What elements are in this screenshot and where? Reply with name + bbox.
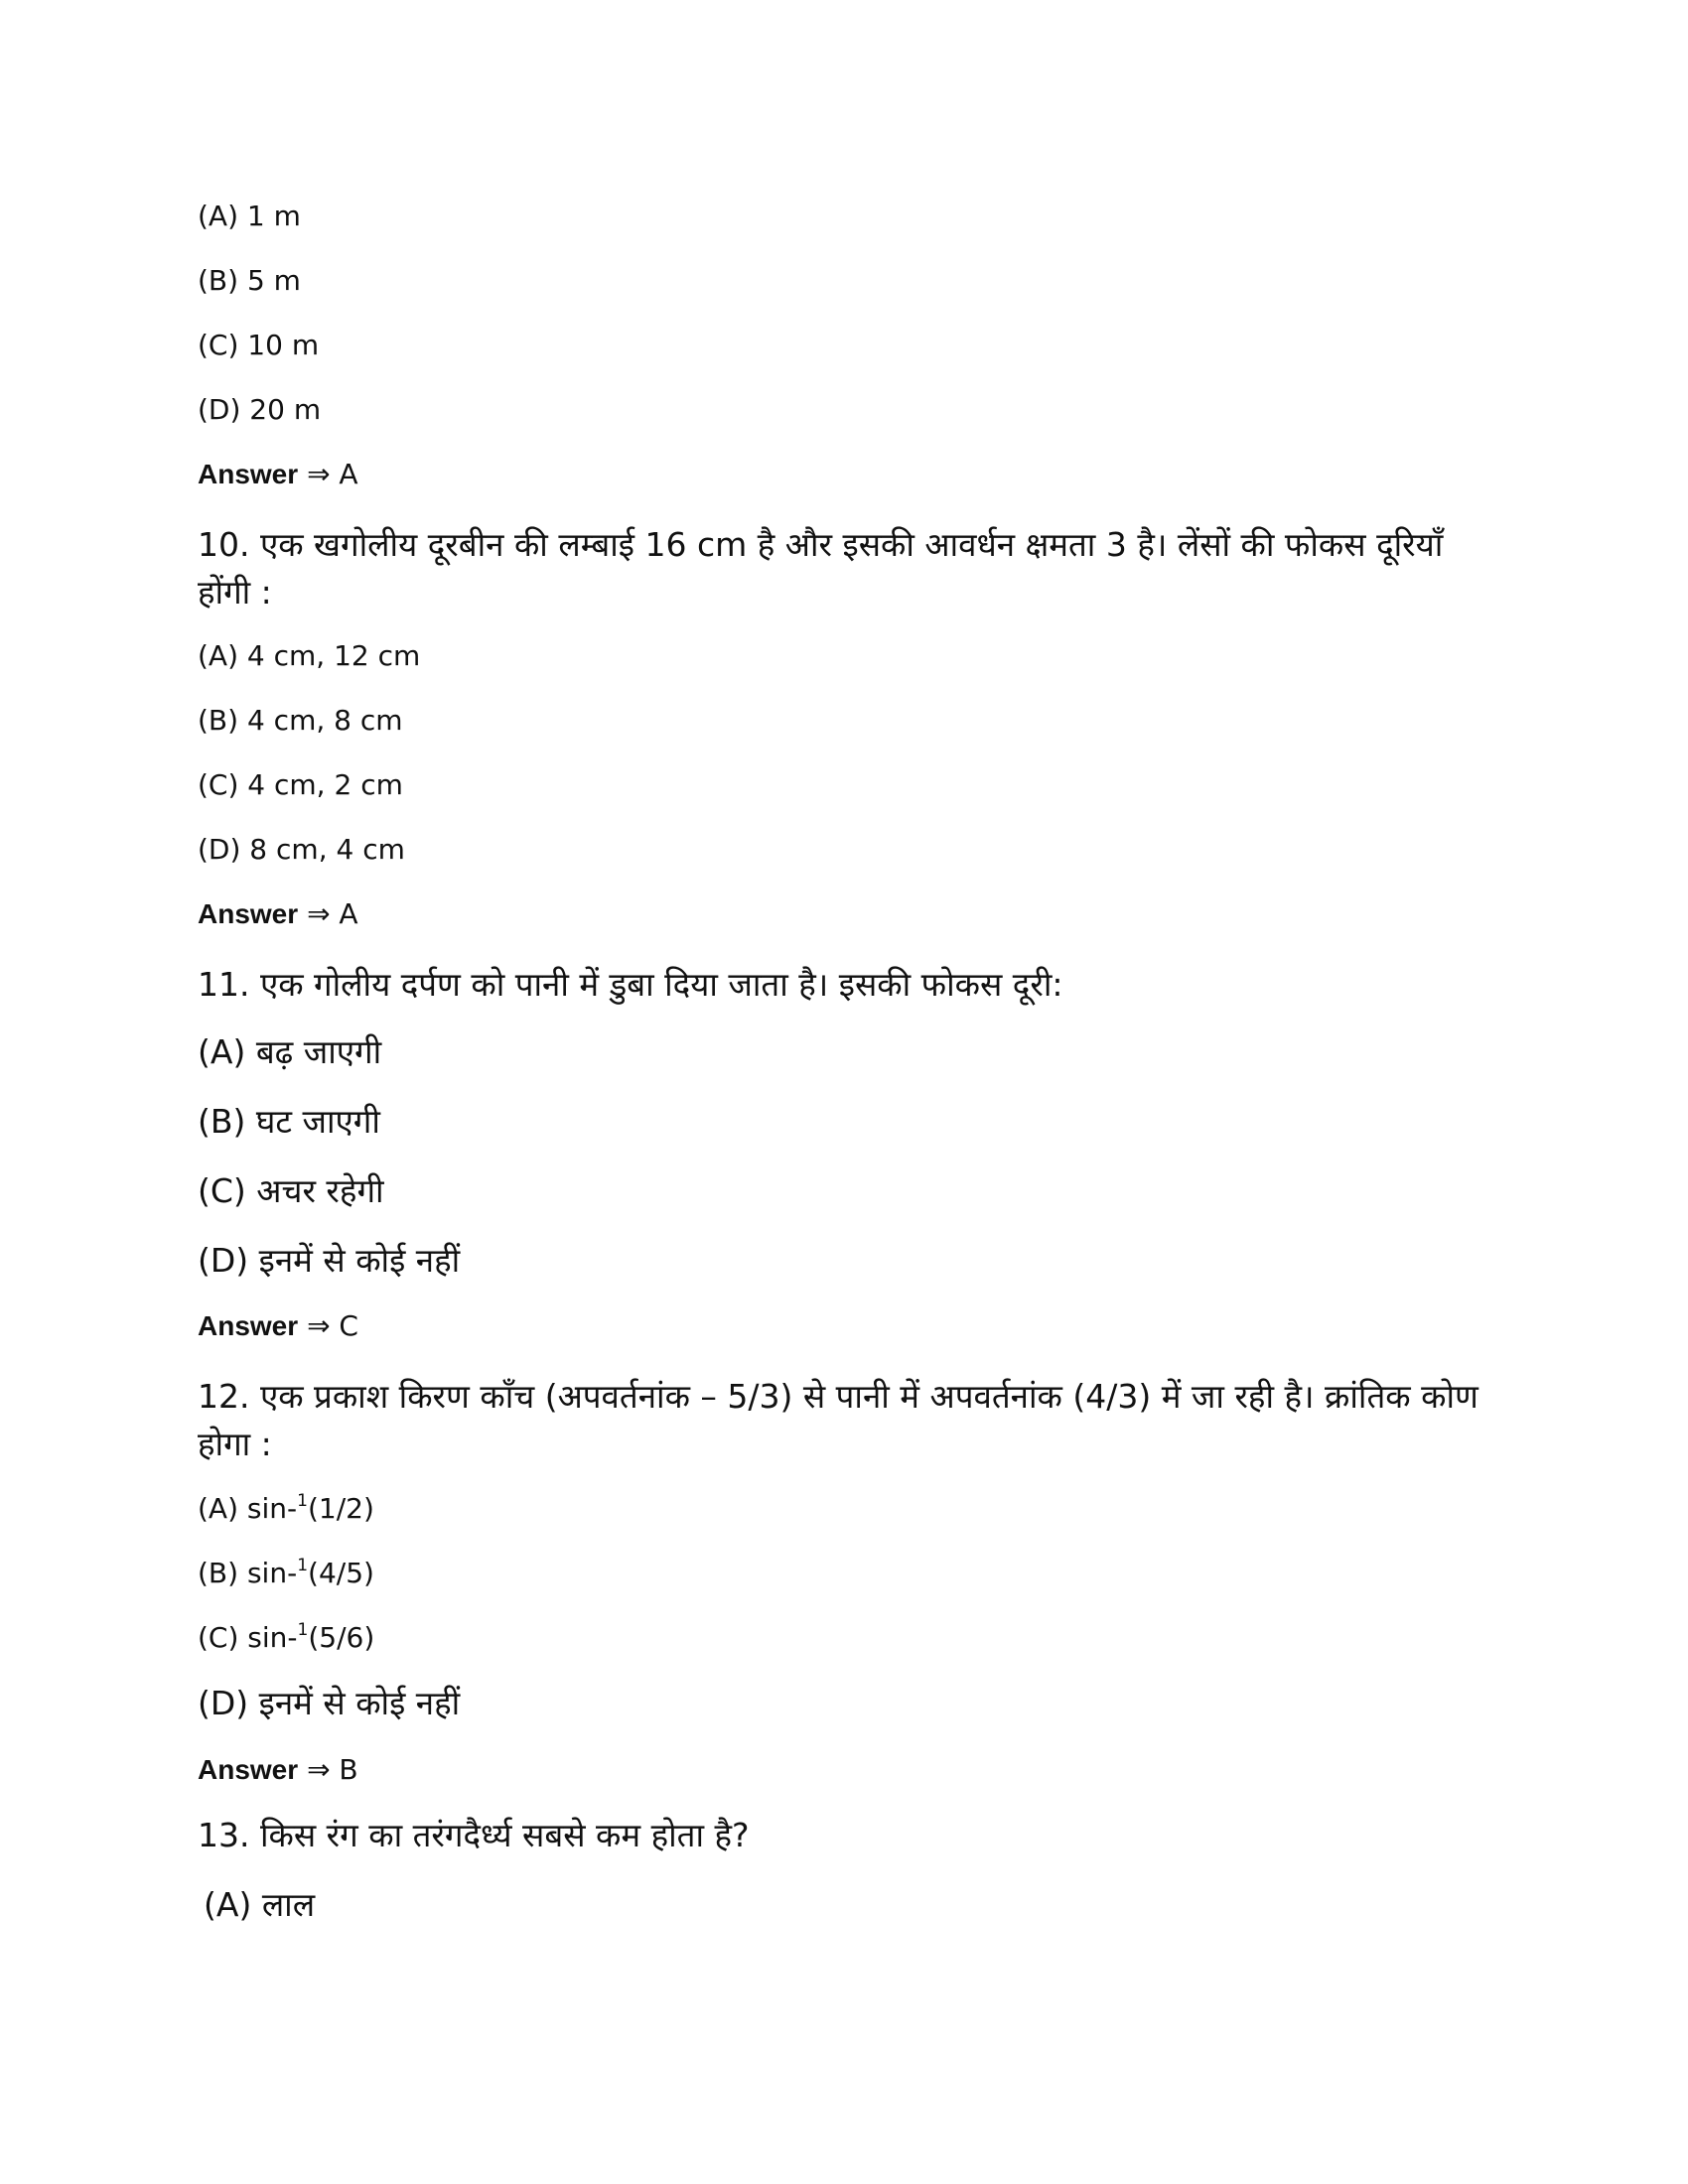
- option-12b: [198, 1556, 374, 1591]
- question-11: 11. एक गोलीय दर्पण को पानी में डुबा दिया जाता है। इसकी फोकस दूरी:: [198, 965, 1063, 1004]
- answer-value: ⇒ B: [307, 1753, 358, 1786]
- option-9d: (D) 20 m: [198, 393, 322, 426]
- answer-12: [198, 1752, 358, 1788]
- option-suffix: (5/6): [308, 1621, 375, 1654]
- option-11c: (C) अचर रहेगी: [198, 1171, 384, 1210]
- option-9b: (B) 5 m: [198, 264, 301, 297]
- option-12d: (D) इनमें से कोई नहीं: [198, 1684, 461, 1722]
- option-prefix: (C) sin-: [198, 1621, 298, 1654]
- option-suffix: (4/5): [308, 1557, 374, 1589]
- superscript: 1: [297, 1556, 309, 1575]
- option-9a: (A) 1 m: [198, 200, 301, 232]
- option-10c: (C) 4 cm, 2 cm: [198, 768, 403, 801]
- answer-value: ⇒ C: [307, 1309, 358, 1342]
- answer-label: Answer: [198, 1310, 299, 1341]
- option-12a: [198, 1491, 374, 1527]
- answer-11: [198, 1308, 358, 1344]
- option-11b: (B) घट जाएगी: [198, 1102, 380, 1141]
- answer-value: ⇒ A: [307, 458, 358, 490]
- option-11a: (A) बढ़ जाएगी: [198, 1032, 382, 1071]
- option-prefix: (A) sin-: [198, 1492, 298, 1525]
- question-12: 12. एक प्रकाश किरण काँच (अपवर्तनांक – 5/3) से पानी में अपवर्तनांक (4/3) में जा रही है। क्रांतिक कोण होगा :: [198, 1377, 1478, 1463]
- option-10d: (D) 8 cm, 4 cm: [198, 833, 405, 866]
- option-suffix: (1/2): [307, 1492, 374, 1525]
- answer-label: Answer: [198, 898, 299, 929]
- answer-label: Answer: [198, 459, 299, 489]
- answer-value: ⇒ A: [307, 897, 358, 930]
- option-prefix: (B) sin-: [198, 1557, 298, 1589]
- option-13a: (A) लाल: [204, 1885, 316, 1924]
- answer-9: [198, 457, 358, 492]
- superscript: 1: [297, 1491, 308, 1511]
- option-11d: (D) इनमें से कोई नहीं: [198, 1241, 461, 1280]
- superscript: 1: [297, 1620, 309, 1640]
- option-10b: (B) 4 cm, 8 cm: [198, 704, 403, 737]
- answer-10: [198, 896, 358, 932]
- option-12c: [198, 1620, 374, 1656]
- option-10a: (A) 4 cm, 12 cm: [198, 639, 421, 672]
- question-10: 10. एक खगोलीय दूरबीन की लम्बाई 16 cm है और इसकी आवर्धन क्षमता 3 है। लेंसों की फोकस दूरियाँ होंगी :: [198, 525, 1444, 612]
- answer-label: Answer: [198, 1754, 299, 1785]
- option-9c: (C) 10 m: [198, 329, 320, 361]
- question-13: 13. किस रंग का तरंगदैर्ध्य सबसे कम होता है?: [198, 1816, 750, 1854]
